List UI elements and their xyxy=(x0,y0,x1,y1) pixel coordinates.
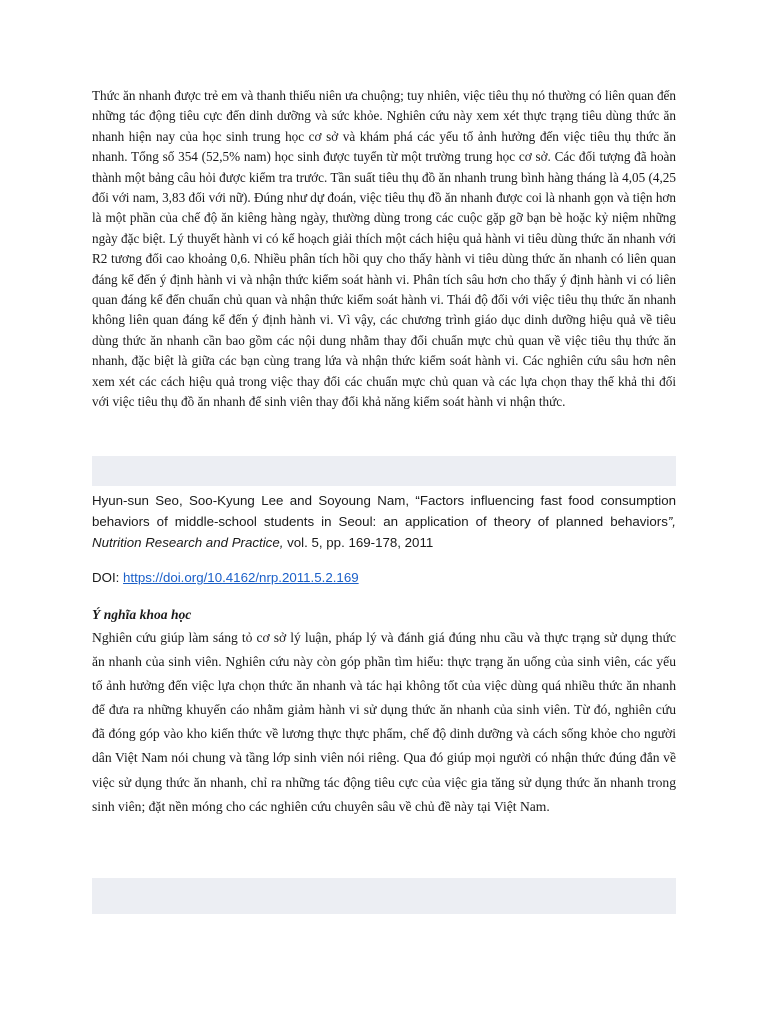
citation-details: vol. 5, pp. 169-178, 2011 xyxy=(283,534,434,550)
abstract-paragraph: Thức ăn nhanh được trẻ em và thanh thiếu niên ưa chuộng; tuy nhiên, việc tiêu thụ nó thường có liên quan đến những tác động tiêu cực đến dinh dưỡng và sức khỏe. Nghiên cứu này xem xét thực trạng tiêu dùng thức ăn nhanh hiện nay của học sinh trung học cơ sở và khám phá các yếu tố ảnh hưởng đến việc tiêu thụ thức ăn nhanh. Tổng số 354 (52,5% nam) học sinh được tuyển từ một trường trung học cơ sở. Các đối tượng đã hoàn thành một bảng câu hỏi được kiểm tra trước. Tần suất tiêu thụ đồ ăn nhanh trung bình hàng tháng là 4,05 (4,25 đối với nam, 3,83 đối với nữ). Đúng như dự đoán, việc tiêu thụ đồ ăn nhanh được coi là nhanh gọn và tiện hơn là một phần của chế độ ăn kiêng hàng ngày, thường dùng trong các cuộc gặp gỡ bạn bè hoặc kỷ niệm những ngày đặc biệt. Lý thuyết hành vi có kế hoạch giải thích một cách hiệu quả hành vi tiêu dùng thức ăn nhanh với R2 tương đối cao khoảng 0,6. Nhiều phân tích hồi quy cho thấy hành vi tiêu dùng thức ăn nhanh có liên quan đáng kể đến ý định hành vi và nhận thức kiểm soát hành vi. Phân tích sâu hơn cho thấy ý định hành vi có liên quan đáng kể đến chuẩn chủ quan và nhận thức kiểm soát hành vi. Thái độ đối với việc tiêu thụ thức ăn nhanh không liên quan đáng kể đến ý định hành vi. Vì vậy, các chương trình giáo dục dinh dưỡng hiệu quả về tiêu dùng thức ăn nhanh cần bao gồm các nội dung nhằm thay đổi chuẩn mực chủ quan về việc tiêu thụ thức ăn nhanh, đặc biệt là giữa các bạn cùng trang lứa và nhận thức kiểm soát hành vi. Các nghiên cứu sâu hơn nên xem xét các cách hiệu quả trong việc thay đổi các chuẩn mực chủ quan và các lựa chọn thay thế khả thi đối với việc tiêu thụ đồ ăn nhanh để sinh viên thay đổi khả năng kiểm soát hành vi nhận thức. xyxy=(92,88,676,410)
citation-paragraph xyxy=(92,491,676,553)
doi-line xyxy=(92,569,359,587)
shaded-band xyxy=(92,878,676,914)
shaded-band xyxy=(92,456,676,486)
significance-paragraph: Nghiên cứu giúp làm sáng tỏ cơ sở lý luận, pháp lý và đánh giá đúng nhu cầu và thực trạng sử dụng thức ăn nhanh của sinh viên. Nghiên cứu này còn góp phần tìm hiểu: thực trạng ăn uống của sinh viên, các yếu tố ảnh hưởng đến việc lựa chọn thức ăn nhanh và tác hại không tốt của việc dùng quá nhiều thức ăn nhanh để đưa ra những khuyến cáo nhằm giảm hành vi sử dụng thức ăn nhanh của sinh viên. Từ đó, nghiên cứu đã đóng góp vào kho kiến thức về lương thực thực phẩm, chế độ dinh dưỡng và cách sống khỏe cho người dân Việt Nam nói chung và tầng lớp sinh viên nói riêng. Qua đó giúp mọi người có nhận thức đúng đắn về việc sử dụng thức ăn nhanh, chỉ ra những tác động tiêu cực của việc gia tăng sử dụng thức ăn nhanh trong sinh viên; đặt nền móng cho các nghiên cứu chuyên sâu về chủ đề này tại Việt Nam. xyxy=(92,630,676,814)
citation-authors-title: Hyun-sun Seo, Soo-Kyung Lee and Soyoung Nam, “Factors influencing fast food consumption behaviors of middle-school students in Seoul: an application of theory of planned behaviors xyxy=(92,493,676,529)
doi-link[interactable]: https://doi.org/10.4162/nrp.2011.5.2.169 xyxy=(123,570,359,585)
section-heading: Ý nghĩa khoa học xyxy=(92,607,192,622)
citation-journal: ”, Nutrition Research and Practice, xyxy=(92,513,676,550)
doi-label: DOI: xyxy=(92,570,124,585)
